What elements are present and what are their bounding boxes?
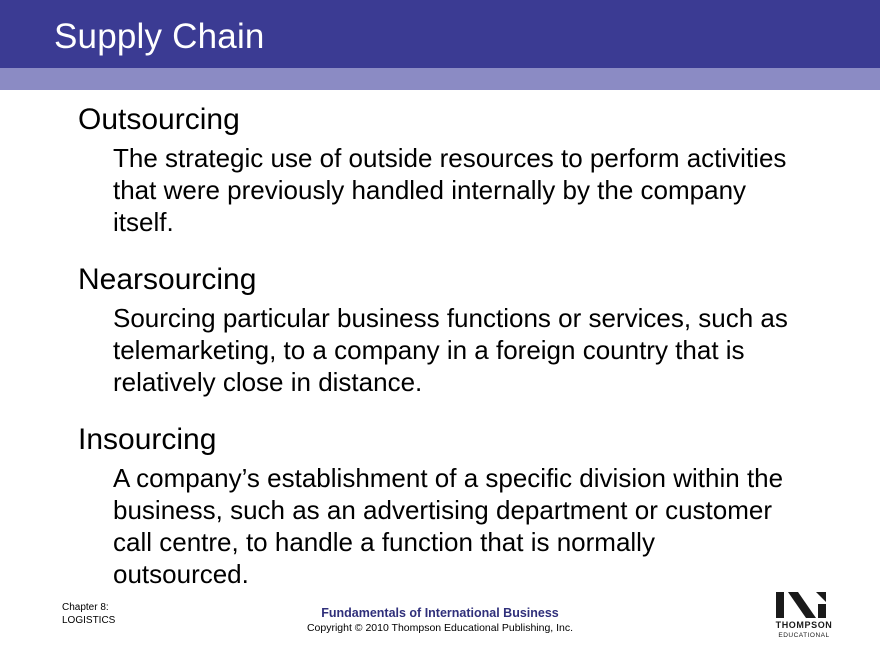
- footer-chapter: Chapter 8:: [62, 602, 109, 613]
- footer-copyright: Copyright © 2010 Thompson Educational Publishing, Inc.: [306, 622, 574, 634]
- title-bar: [0, 0, 880, 68]
- footer-book-title: Fundamentals of International Business: [321, 606, 559, 620]
- block-body: A company’s establishment of a specific division within the business, such as an advertising department or customer call centre, to handle a function that is normally outsourced.: [113, 463, 784, 589]
- logo-name: THOMPSON: [775, 620, 833, 630]
- page-title: Supply Chain: [54, 17, 265, 56]
- publisher-logo: [768, 590, 840, 640]
- spacer: [0, 398, 880, 420]
- block-body: Sourcing particular business functions or services, such as telemarketing, to a company in a foreign country that is relatively close in distance.: [113, 303, 788, 397]
- title-accent-bar: [0, 68, 880, 90]
- content-block-outsourcing: [0, 100, 880, 238]
- block-heading: Insourcing: [78, 423, 217, 456]
- footer-topic: LOGISTICS: [62, 615, 116, 626]
- slide-content: [0, 100, 880, 590]
- spacer: [0, 238, 880, 260]
- block-body: The strategic use of outside resources to perform activities that were previously handled internally by the company itself.: [113, 143, 787, 237]
- block-heading: Nearsourcing: [78, 263, 257, 296]
- content-block-insourcing: [0, 420, 880, 590]
- block-heading: Outsourcing: [78, 103, 240, 136]
- logo-subtitle: EDUCATIONAL: [778, 632, 830, 639]
- footer-center: [0, 605, 880, 635]
- content-block-nearsourcing: [0, 260, 880, 398]
- thompson-logo-icon: [768, 590, 840, 620]
